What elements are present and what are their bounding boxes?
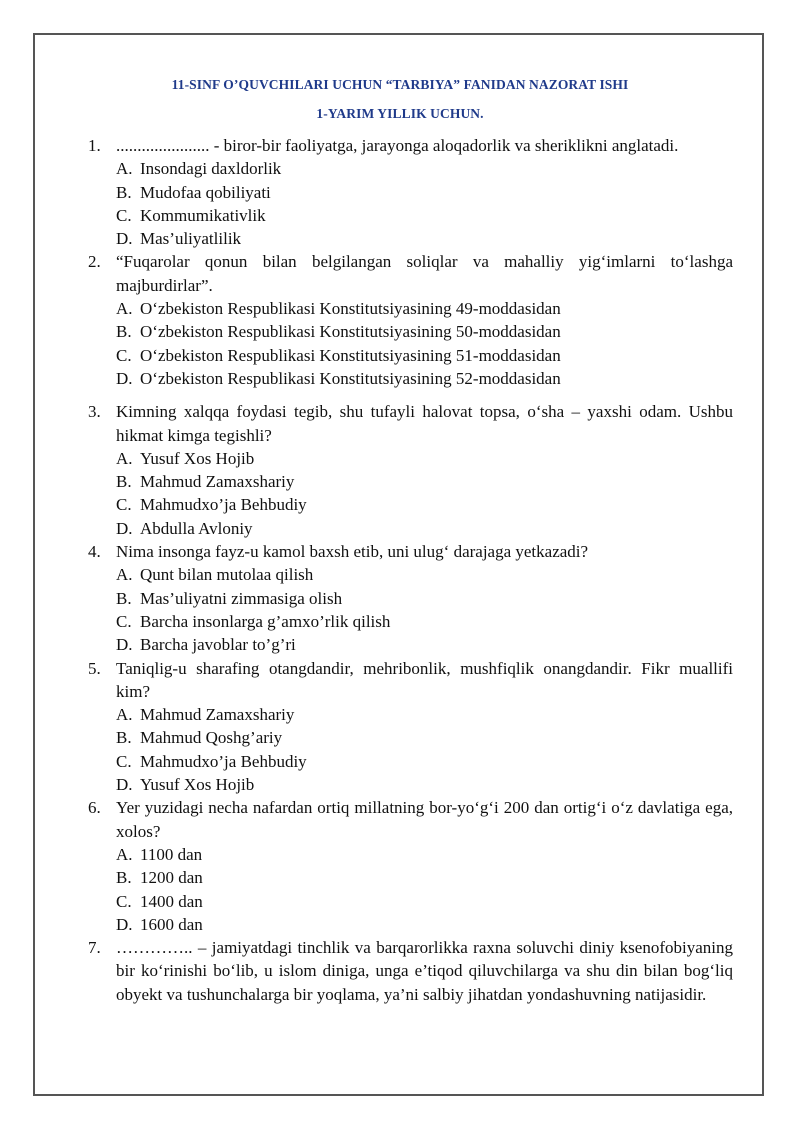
answer-option xyxy=(116,447,733,470)
answer-option xyxy=(116,610,733,633)
option-letter: D. xyxy=(116,635,133,655)
option-letter: C. xyxy=(116,611,132,631)
option-letter: B. xyxy=(116,182,132,202)
option-letter: C. xyxy=(116,751,132,771)
option-letter: C. xyxy=(116,495,132,515)
option-letter: D. xyxy=(116,518,133,538)
option-letter: C. xyxy=(116,205,132,225)
option-text: Mahmud Qoshg’ariy xyxy=(140,728,283,748)
question-text: “Fuqarolar qonun bilan belgilangan soliqlar va mahalliy yig‘imlarni to‘lashga majburdirlar”. xyxy=(116,252,733,295)
answer-option xyxy=(116,866,733,889)
document-title: 11-SINF O’QUVCHILARI UCHUN “TARBIYA” FANIDAN NAZORAT ISHI xyxy=(171,77,629,92)
option-text: Mudofaa qobiliyati xyxy=(140,182,271,202)
option-letter: D. xyxy=(116,914,133,934)
option-text: Mas’uliyatlilik xyxy=(140,229,242,249)
option-letter: A. xyxy=(116,448,133,468)
answer-option xyxy=(116,367,733,390)
question-text: ………….. – jamiyatdagi tinchlik va barqarorlikka raxna soluvchi diniy ksenofobiyaning bir ko‘rinishi bo‘lib, u islom diniga, unga e’tiqod qiluvchilarga va shu din bilan bog‘liq obyekt va tushunchalarga bir yoqlama, ya’ni salbiy jihatdan yondashuvning natijasidir. xyxy=(116,938,733,1004)
question-4 xyxy=(88,540,733,656)
question-number: 2. xyxy=(88,252,101,272)
option-text: O‘zbekiston Respublikasi Konstitutsiyasining 49-moddasidan xyxy=(140,299,561,319)
option-text: O‘zbekiston Respublikasi Konstitutsiyasining 50-moddasidan xyxy=(140,322,561,342)
question-5 xyxy=(88,657,733,797)
question-number: 7. xyxy=(88,938,101,958)
option-letter: D. xyxy=(116,368,133,388)
option-text: Mahmudxo’ja Behbudiy xyxy=(140,495,307,515)
option-letter: A. xyxy=(116,159,133,179)
option-letter: B. xyxy=(116,588,132,608)
option-text: Barcha insonlarga g’amxo’rlik qilish xyxy=(140,611,391,631)
question-2 xyxy=(88,250,733,390)
question-3 xyxy=(88,400,733,540)
answer-option xyxy=(116,890,733,913)
answer-option xyxy=(116,633,733,656)
option-letter: A. xyxy=(116,299,133,319)
answer-option xyxy=(116,204,733,227)
option-letter: D. xyxy=(116,229,133,249)
option-text: Barcha javoblar to’g’ri xyxy=(140,635,296,655)
option-text: 1600 dan xyxy=(140,914,203,934)
option-letter: A. xyxy=(116,844,133,864)
question-1 xyxy=(88,134,733,250)
answer-option xyxy=(116,181,733,204)
answer-option xyxy=(116,470,733,493)
answer-option xyxy=(116,320,733,343)
option-letter: A. xyxy=(116,705,133,725)
option-letter: B. xyxy=(116,728,132,748)
option-text: 1400 dan xyxy=(140,891,203,911)
option-text: O‘zbekiston Respublikasi Konstitutsiyasining 52-moddasidan xyxy=(140,368,561,388)
option-text: Yusuf Xos Hojib xyxy=(140,448,255,468)
option-text: Insondagi daxldorlik xyxy=(140,159,282,179)
question-number: 1. xyxy=(88,136,101,155)
option-letter: A. xyxy=(116,565,133,585)
answer-option xyxy=(116,843,733,866)
answer-option xyxy=(116,587,733,610)
option-text: Mahmudxo’ja Behbudiy xyxy=(140,751,307,771)
option-letter: D. xyxy=(116,775,133,795)
option-text: Mahmud Zamaxshariy xyxy=(140,705,295,725)
question-number: 6. xyxy=(88,798,101,818)
option-text: Mahmud Zamaxshariy xyxy=(140,472,295,492)
answer-option xyxy=(116,517,733,540)
question-text: Yer yuzidagi necha nafardan ortiq millatning bor-yo‘g‘i 200 dan ortig‘i o‘z davlatiga ega, xolos? xyxy=(116,798,733,841)
question-number: 5. xyxy=(88,658,101,678)
question-text: Taniqlig-u sharafing otangdandir, mehribonlik, mushfiqlik onangdandir. Fikr muallifi kim? xyxy=(116,658,733,701)
option-letter: C. xyxy=(116,345,132,365)
question-number: 4. xyxy=(88,542,101,562)
question-list xyxy=(88,134,733,1006)
question-number: 3. xyxy=(88,402,101,422)
option-text: Mas’uliyatni zimmasiga olish xyxy=(140,588,343,608)
answer-option xyxy=(116,157,733,180)
answer-option xyxy=(116,773,733,796)
option-letter: C. xyxy=(116,891,132,911)
question-6 xyxy=(88,796,733,936)
option-letter: B. xyxy=(116,472,132,492)
question-text: Nima insonga fayz-u kamol baxsh etib, uni ulug‘ darajaga yetkazadi? xyxy=(116,542,589,562)
answer-option xyxy=(116,344,733,367)
answer-option xyxy=(116,227,733,250)
option-text: 1200 dan xyxy=(140,868,203,888)
spacer xyxy=(88,390,733,400)
option-letter: B. xyxy=(116,868,132,888)
document-subtitle: 1-YARIM YILLIK UCHUN. xyxy=(316,106,484,121)
answer-option xyxy=(116,913,733,936)
option-text: Kommumikativlik xyxy=(140,205,266,225)
option-text: Yusuf Xos Hojib xyxy=(140,775,255,795)
answer-option xyxy=(116,750,733,773)
option-text: 1100 dan xyxy=(140,844,203,864)
option-letter: B. xyxy=(116,322,132,342)
answer-option xyxy=(116,563,733,586)
option-text: Abdulla Avloniy xyxy=(140,518,253,538)
answer-option xyxy=(116,493,733,516)
question-7 xyxy=(88,936,733,1006)
question-text: ...................... - biror-bir faoliyatga, jarayonga aloqadorlik va sheriklikni anglatadi. xyxy=(116,136,679,155)
option-text: Qunt bilan mutolaa qilish xyxy=(140,565,314,585)
answer-option xyxy=(116,726,733,749)
question-text: Kimning xalqqa foydasi tegib, shu tufayli halovat topsa, o‘sha – yaxshi odam. Ushbu hikmat kimga tegishli? xyxy=(116,402,733,445)
option-text: O‘zbekiston Respublikasi Konstitutsiyasining 51-moddasidan xyxy=(140,345,561,365)
answer-option xyxy=(116,703,733,726)
answer-option xyxy=(116,297,733,320)
